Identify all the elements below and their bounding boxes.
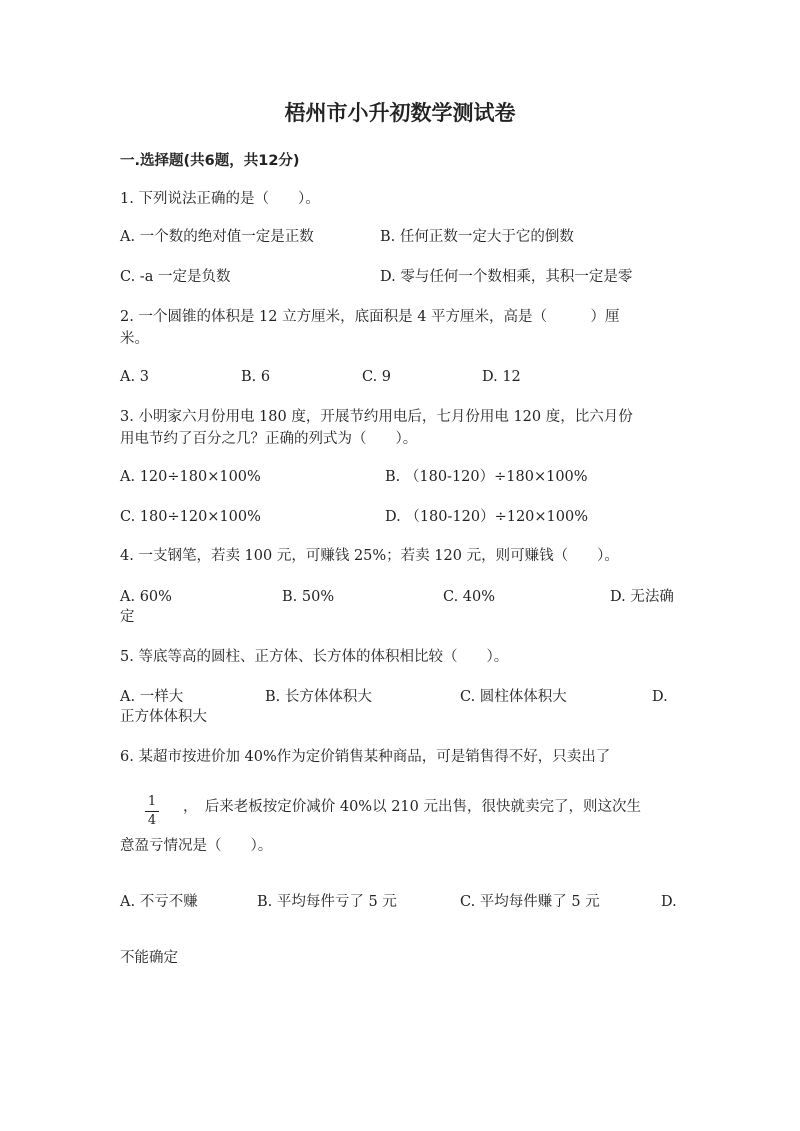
question-4-option-d-continued: 定 xyxy=(120,609,135,625)
fraction-denominator: 4 xyxy=(147,813,157,828)
fraction-bar xyxy=(145,811,159,812)
question-1-option-d: D. 零与任何一个数相乘，其积一定是零 xyxy=(380,269,633,285)
question-6-option-d: D. xyxy=(661,894,677,910)
question-4-option-c: C. 40% xyxy=(443,589,496,605)
question-6-option-d-continued: 不能确定 xyxy=(120,950,178,966)
fraction-numerator: 1 xyxy=(147,794,157,809)
question-1-stem: 1. 下列说法正确的是（ ）。 xyxy=(120,191,320,207)
question-6-option-c: C. 平均每件赚了 5 元 xyxy=(460,894,600,910)
question-5-option-d-continued: 正方体体积大 xyxy=(120,709,207,725)
question-3-option-b: B. （180-120）÷180×100% xyxy=(385,469,588,485)
question-3-option-a: A. 120÷180×100% xyxy=(120,469,261,485)
question-1-option-b: B. 任何正数一定大于它的倒数 xyxy=(380,229,574,245)
question-6-option-a: A. 不亏不赚 xyxy=(120,894,198,910)
question-6-stem-line1: 6. 某超市按进价加 40%作为定价销售某种商品，可是销售得不好，只卖出了 xyxy=(120,749,611,765)
section-heading: 一.选择题(共6题，共12分) xyxy=(120,153,300,169)
question-3-option-d: D. （180-120）÷120×100% xyxy=(385,509,589,525)
question-3-stem-line2: 用电节约了百分之几？正确的列式为（ ）。 xyxy=(120,431,418,447)
question-2-option-a: A. 3 xyxy=(120,369,149,385)
question-5-option-a: A. 一样大 xyxy=(120,689,184,705)
page-title: 梧州市小升初数学测试卷 xyxy=(284,101,516,125)
question-5-option-d: D. xyxy=(652,689,668,705)
question-2-stem-line1: 2. 一个圆锥的体积是 12 立方厘米，底面积是 4 平方厘米，高是（ ）厘 xyxy=(120,309,620,325)
question-1-option-a: A. 一个数的绝对值一定是正数 xyxy=(120,229,314,245)
question-2-stem-line2: 米。 xyxy=(120,331,149,347)
question-4-option-b: B. 50% xyxy=(282,589,335,605)
question-2-option-b: B. 6 xyxy=(241,369,271,385)
question-4-stem: 4. 一支钢笔，若卖 100 元，可赚钱 25%；若卖 120 元，则可赚钱（ ）。 xyxy=(120,548,619,564)
question-2-option-d: D. 12 xyxy=(482,369,521,385)
question-3-option-c: C. 180÷120×100% xyxy=(120,509,261,525)
question-2-option-c: C. 9 xyxy=(362,369,392,385)
question-3-stem-line1: 3. 小明家六月份用电 180 度，开展节约用电后，七月份用电 120 度，比六月份 xyxy=(120,409,633,425)
question-6-stem-line2: ， 后来老板按定价减价 40%以 210 元出售，很快就卖完了，则这次生 xyxy=(183,799,641,815)
question-5-option-b: B. 长方体体积大 xyxy=(265,689,372,705)
question-4-option-d: D. 无法确 xyxy=(610,589,674,605)
question-6-option-b: B. 平均每件亏了 5 元 xyxy=(257,894,397,910)
question-5-stem: 5. 等底等高的圆柱、正方体、长方体的体积相比较（ ）。 xyxy=(120,649,509,665)
fraction-one-quarter xyxy=(145,794,159,829)
question-4-option-a: A. 60% xyxy=(120,589,172,605)
question-6-stem-line3: 意盈亏情况是（ ）。 xyxy=(120,838,273,854)
question-1-option-c: C. -a 一定是负数 xyxy=(120,269,231,285)
question-5-option-c: C. 圆柱体体积大 xyxy=(460,689,567,705)
